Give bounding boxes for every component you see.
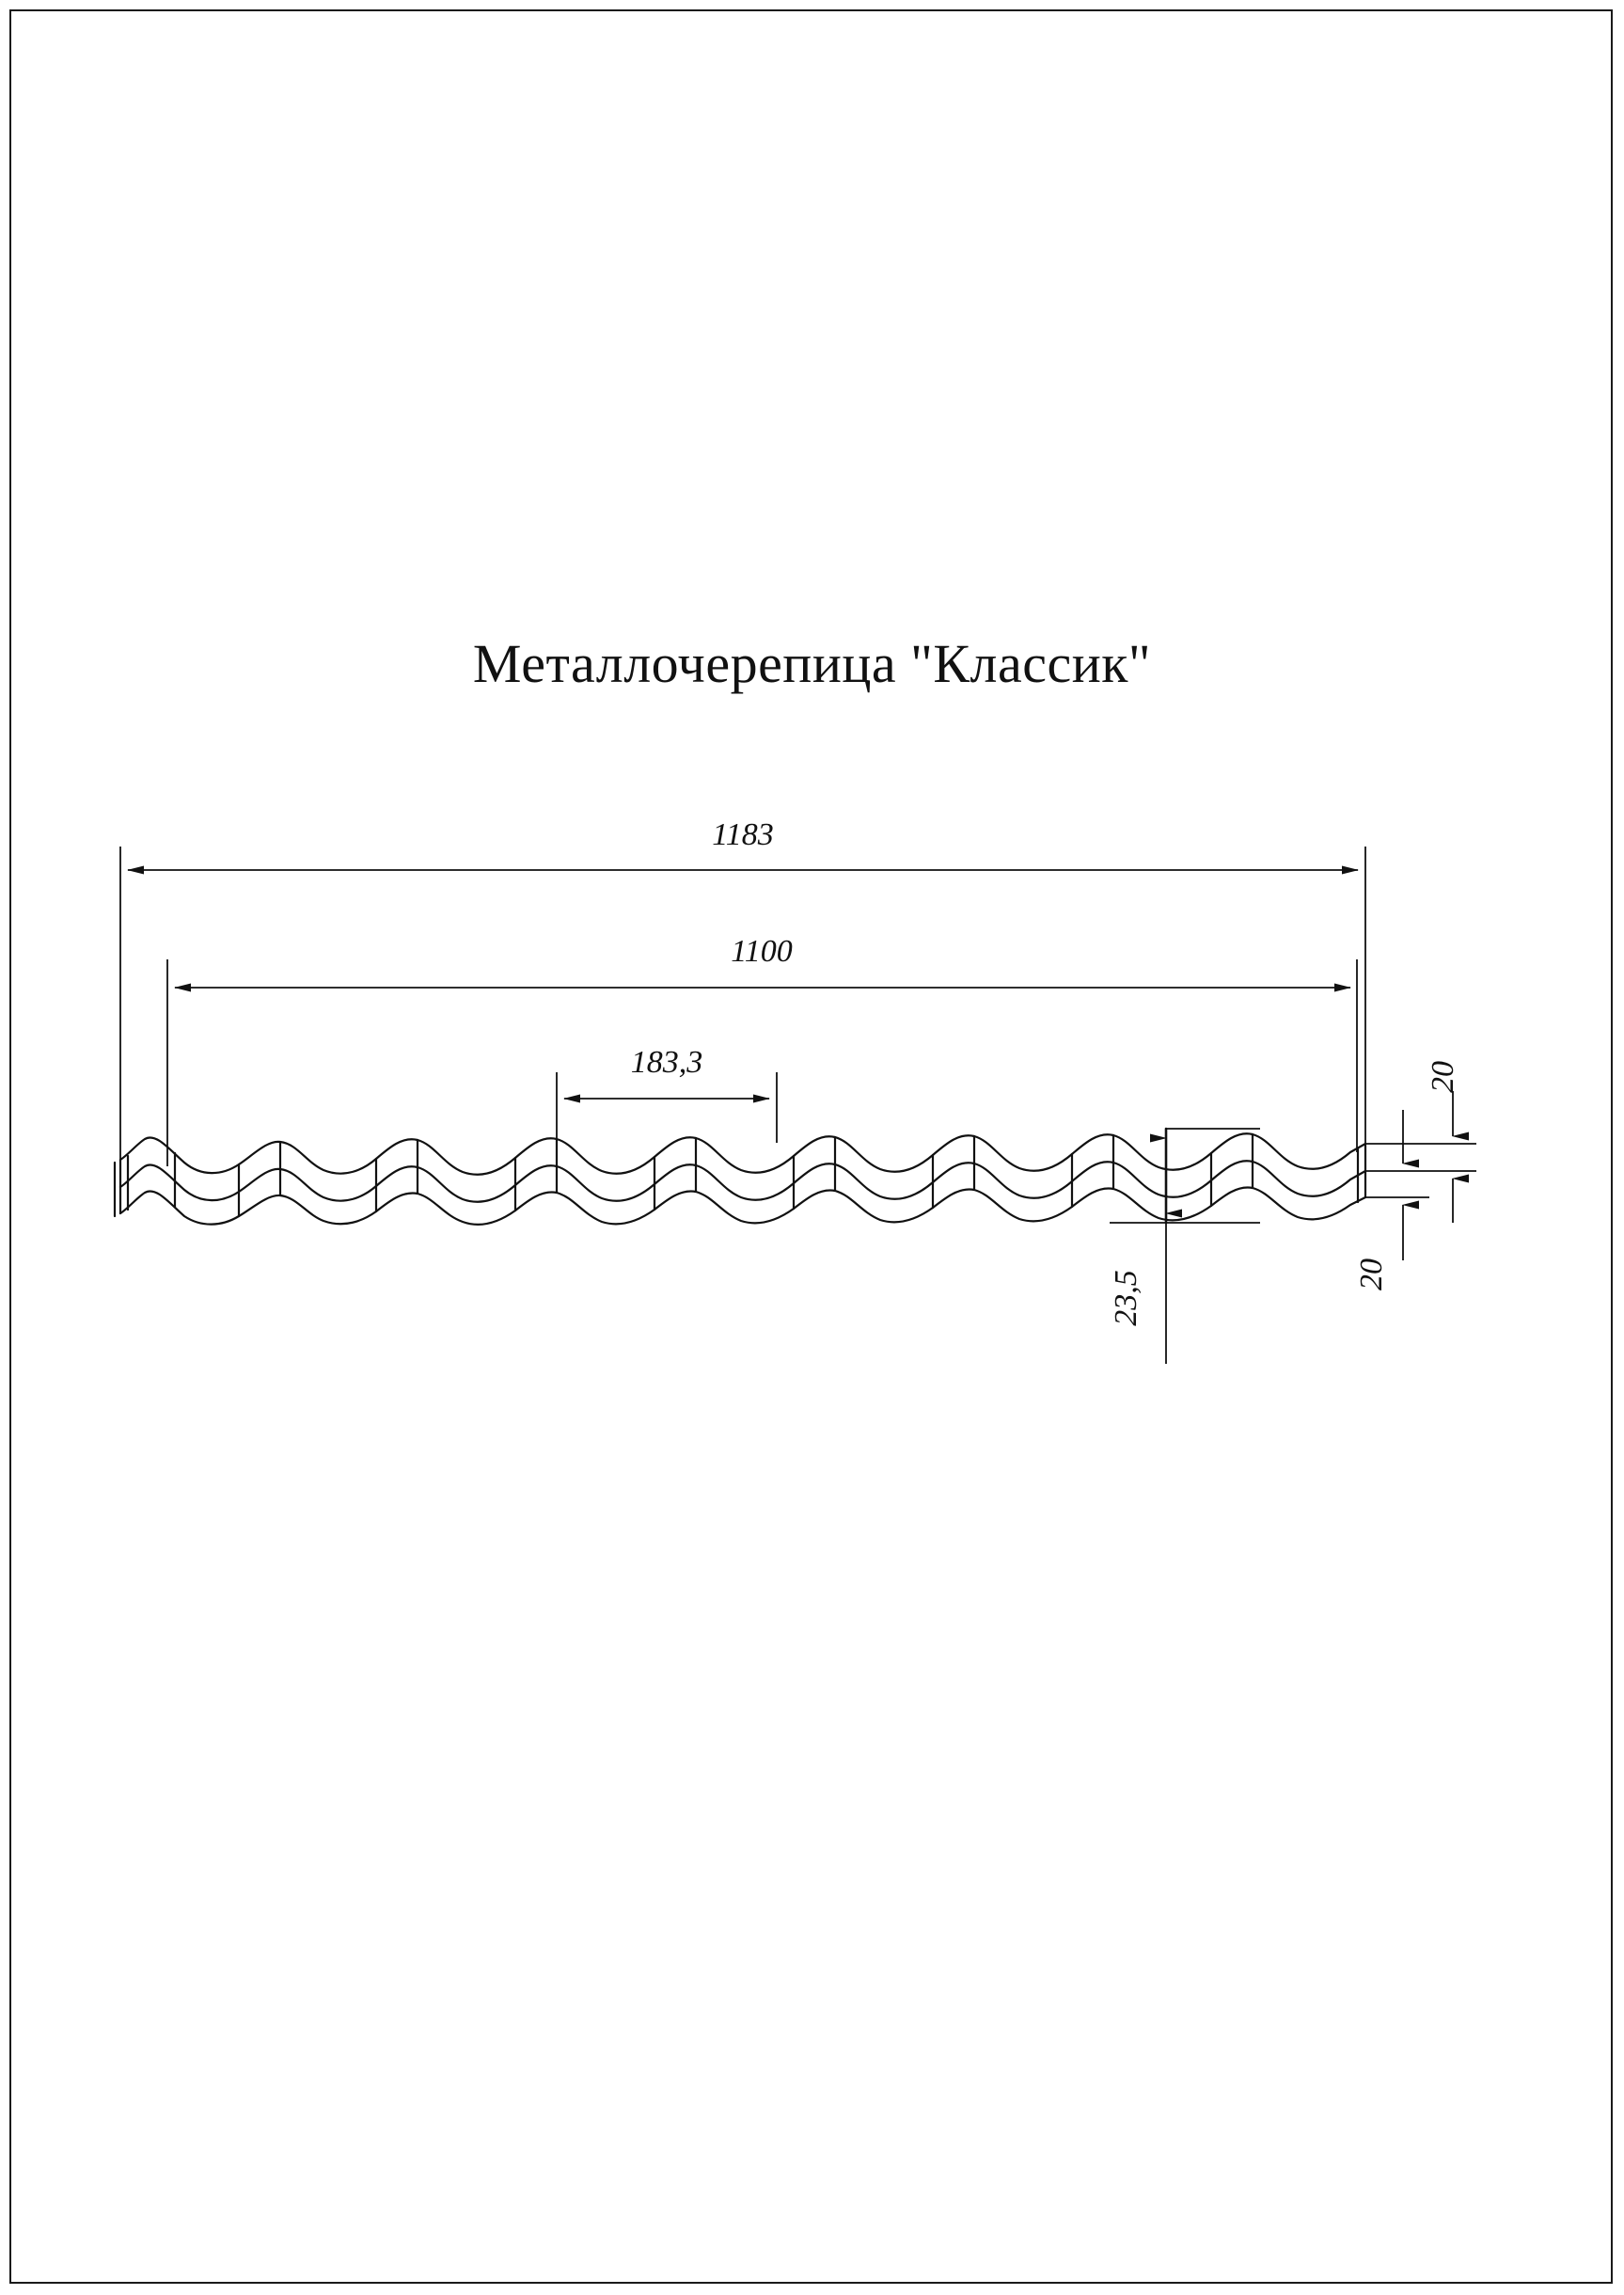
dim-label-20-lower: 20 — [1354, 1258, 1389, 1290]
dim-label-23-5: 23,5 — [1109, 1270, 1143, 1326]
dim-label-1183: 1183 — [712, 817, 774, 852]
profile-upper-contour — [120, 1133, 1365, 1175]
page-title: Металлочерепица "Классик" — [472, 633, 1152, 694]
dim-label-1100: 1100 — [731, 934, 793, 969]
profile-section-geometry — [115, 1129, 1365, 1225]
profile-bottom-contour — [120, 1187, 1365, 1224]
dimension-lines — [120, 847, 1476, 1364]
dim-label-183-3: 183,3 — [630, 1045, 703, 1080]
dimension-labels — [631, 817, 1460, 1326]
profile-step-ticks — [239, 1129, 1253, 1223]
profile-lower-contour — [120, 1161, 1365, 1202]
dim-label-20-upper: 20 — [1426, 1061, 1460, 1093]
